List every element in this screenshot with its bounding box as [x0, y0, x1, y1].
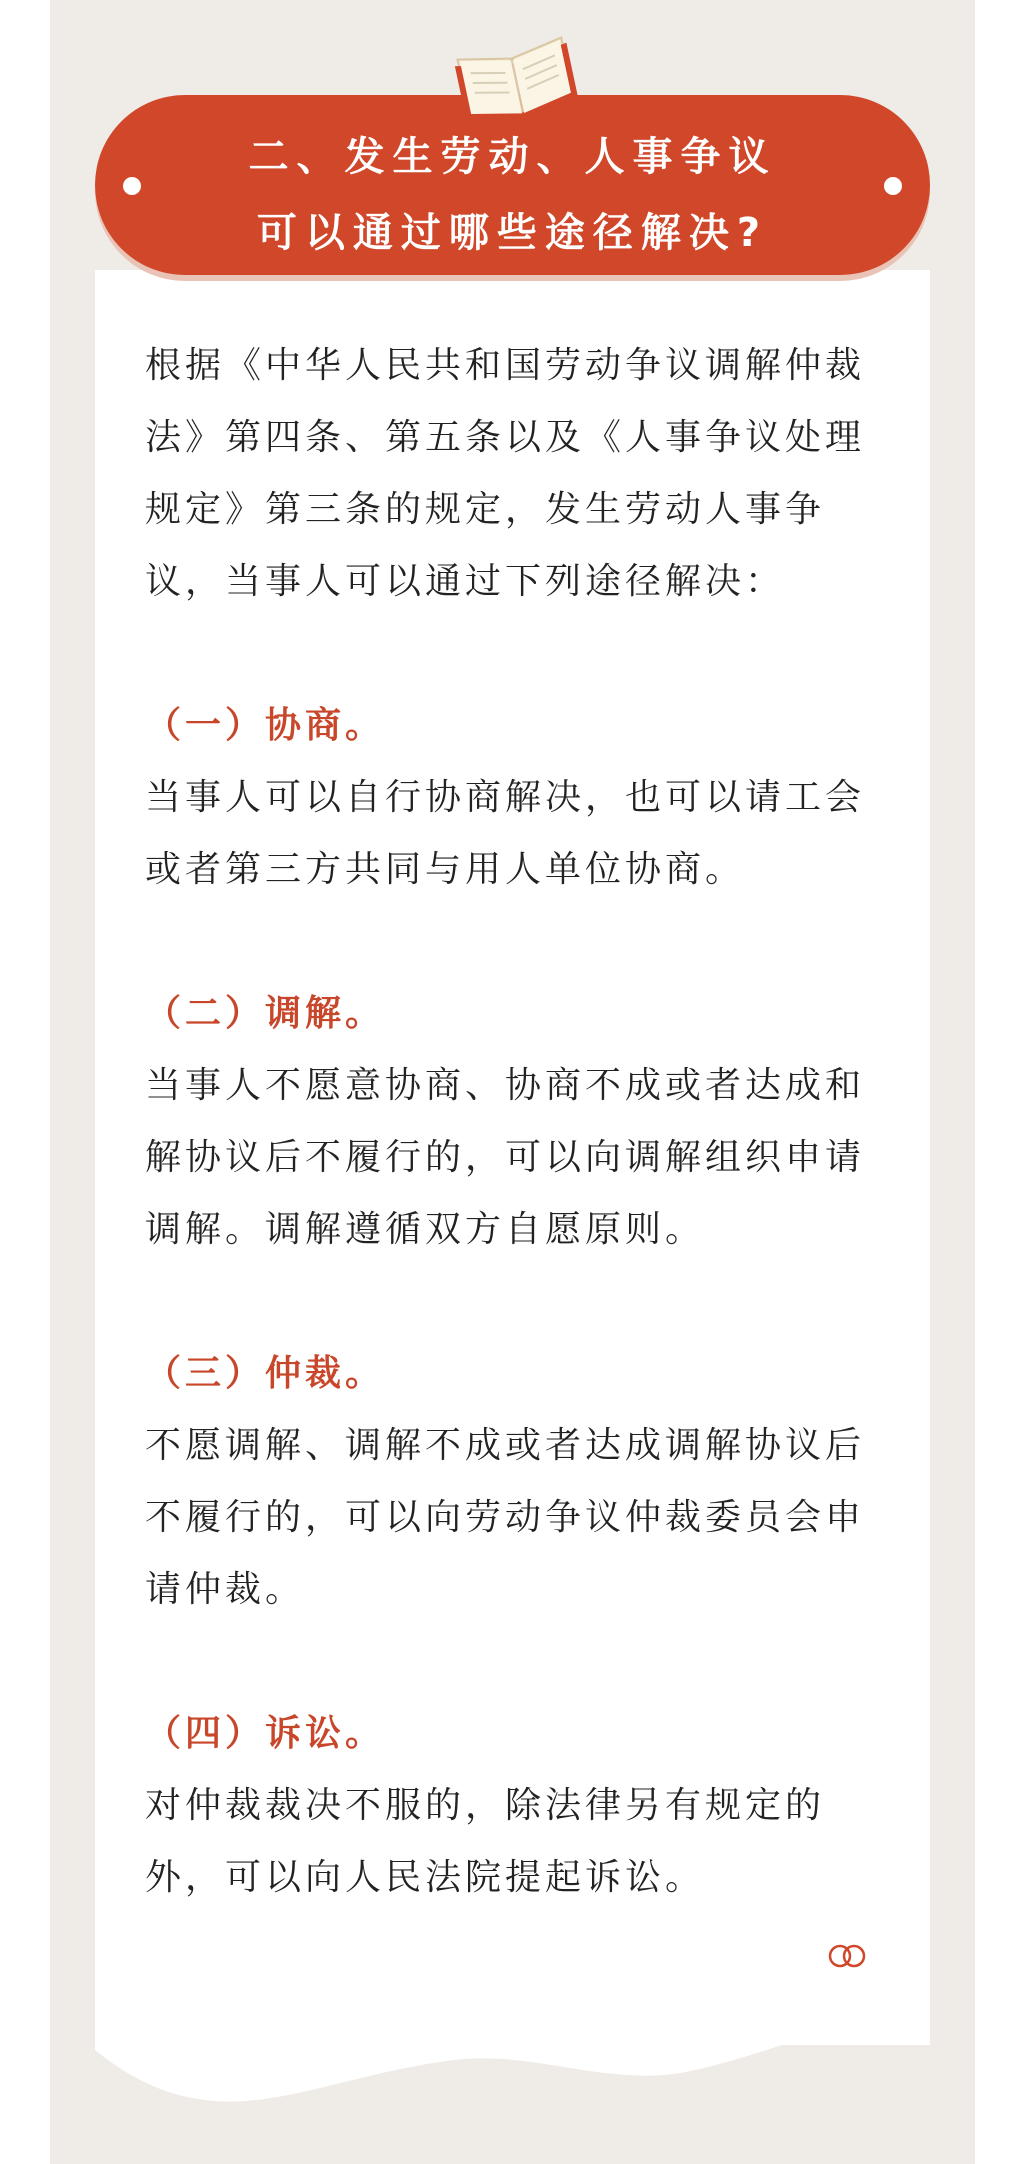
open-book-icon: [450, 20, 580, 120]
section-3-body: 不愿调解、调解不成或者达成调解协议后不履行的，可以向劳动争议仲裁委员会申请仲裁。: [145, 1425, 866, 1610]
section-2-heading: （二）调解。: [145, 993, 386, 1034]
section-2-body: 当事人不愿意协商、协商不成或者达成和解协议后不履行的，可以向调解组织申请调解。调解遵循双方自愿原则。: [145, 1065, 866, 1250]
spacer: [145, 906, 880, 978]
section-1-heading: （一）协商。: [145, 705, 386, 746]
section-1-body: 当事人可以自行协商解决，也可以请工会或者第三方共同与用人单位协商。: [145, 777, 866, 890]
title-banner: [95, 95, 930, 275]
section-4-body: 对仲裁裁决不服的，除法律另有规定的外，可以向人民法院提起诉讼。: [145, 1785, 826, 1898]
card-wave-bottom: [95, 1990, 930, 2130]
section-3-heading: （三）仲裁。: [145, 1353, 386, 1394]
spacer: [145, 1266, 880, 1338]
interlocked-rings-icon: [825, 1943, 869, 1969]
intro-paragraph: 根据《中华人民共和国劳动争议调解仲裁法》第四条、第五条以及《人事争议处理规定》第三条的规定，发生劳动人事争议，当事人可以通过下列途径解决：: [145, 345, 866, 602]
article-body: [145, 330, 880, 1914]
page-title-line-2: 可以通过哪些途径解决?: [256, 210, 769, 256]
page-title-line-1: 二、发生劳动、人事争议: [248, 134, 777, 180]
section-4-heading: （四）诉讼。: [145, 1713, 386, 1754]
spacer: [145, 618, 880, 690]
spacer: [145, 1626, 880, 1698]
